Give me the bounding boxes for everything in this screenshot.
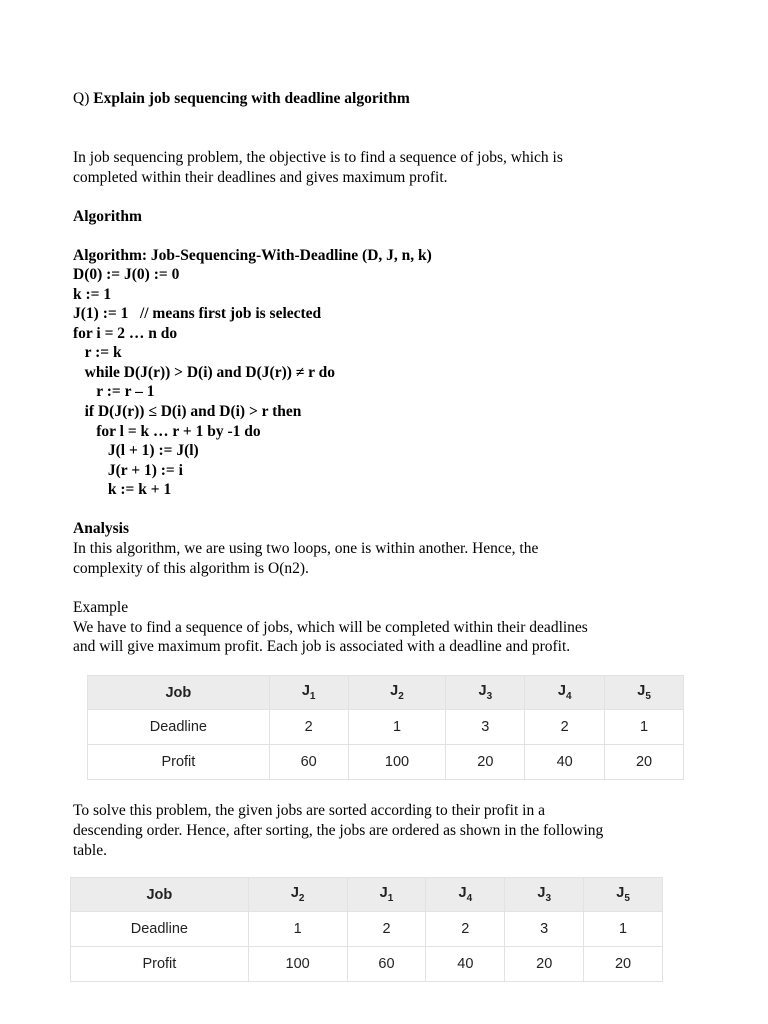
question-heading <box>73 89 410 109</box>
analysis-line: In this algorithm, we are using two loops, one is within another. Hence, the <box>73 540 539 557</box>
header-cell-job-id: $J_2$ <box>248 878 347 912</box>
algorithm-line: J(1) := 1 // means first job is selected <box>73 305 322 322</box>
example-line: We have to find a sequence of jobs, which will be completed within their deadlines <box>73 619 588 636</box>
table-cell: 2 <box>426 912 505 947</box>
algorithm-line: Algorithm: Job-Sequencing-With-Deadline (D, J, n, k) <box>73 247 432 264</box>
row-label: Profit <box>71 947 249 982</box>
algorithm-line: r := r – 1 <box>73 383 155 400</box>
algorithm-line: k := k + 1 <box>73 481 172 498</box>
question-prefix: Q) <box>73 90 94 107</box>
table-cell: 20 <box>446 745 525 780</box>
analysis-heading: Analysis <box>73 520 129 537</box>
job-table-original <box>87 675 684 780</box>
header-cell-job-id: $J_5$ <box>605 676 684 710</box>
header-cell-job: Job <box>71 878 249 912</box>
table-cell: 60 <box>347 947 426 982</box>
table-cell: 1 <box>584 912 663 947</box>
table-cell: 40 <box>525 745 605 780</box>
header-cell-job-id: $J_1$ <box>269 676 348 710</box>
intro-line: completed within their deadlines and gives maximum profit. <box>73 169 448 186</box>
solve-line: To solve this problem, the given jobs are sorted according to their profit in a <box>73 802 545 819</box>
table-cell: 20 <box>505 947 584 982</box>
algorithm-line: D(0) := J(0) := 0 <box>73 266 180 283</box>
header-cell-job: Job <box>88 676 270 710</box>
table-cell: 100 <box>348 745 446 780</box>
table-cell: 20 <box>605 745 684 780</box>
question-title: Explain job sequencing with deadline algorithm <box>93 90 410 107</box>
intro-line: In job sequencing problem, the objective is to find a sequence of jobs, which is <box>73 149 563 166</box>
example-heading: Example <box>73 599 129 616</box>
table-cell: 1 <box>605 710 684 745</box>
algorithm-line: while D(J(r)) > D(i) and D(J(r)) ≠ r do <box>73 364 335 381</box>
algorithm-line: r := k <box>73 344 122 361</box>
table-cell: 1 <box>248 912 347 947</box>
header-cell-job-id: $J_3$ <box>505 878 584 912</box>
table-cell: 3 <box>446 710 525 745</box>
table-cell: 60 <box>269 745 348 780</box>
job-table-sorted <box>70 877 663 982</box>
table-header-row <box>88 676 684 710</box>
analysis-line: complexity of this algorithm is O(n2). <box>73 560 309 577</box>
table-cell: 2 <box>269 710 348 745</box>
header-cell-job-id: $J_2$ <box>348 676 446 710</box>
table-row-deadline <box>88 710 684 745</box>
row-label: Profit <box>88 745 270 780</box>
header-cell-job-id: $J_1$ <box>347 878 426 912</box>
table-cell: 100 <box>248 947 347 982</box>
algorithm-line: if D(J(r)) ≤ D(i) and D(i) > r then <box>73 403 302 420</box>
algorithm-line: for i = 2 … n do <box>73 325 178 342</box>
algorithm-line: for l = k … r + 1 by -1 do <box>73 423 261 440</box>
table-cell: 2 <box>525 710 605 745</box>
row-label: Deadline <box>88 710 270 745</box>
algorithm-line: k := 1 <box>73 286 112 303</box>
table-cell: 3 <box>505 912 584 947</box>
table-cell: 1 <box>348 710 446 745</box>
table-row-profit <box>88 745 684 780</box>
header-cell-job-id: $J_4$ <box>525 676 605 710</box>
header-cell-job-id: $J_4$ <box>426 878 505 912</box>
table-cell: 2 <box>347 912 426 947</box>
table-row-deadline <box>71 912 663 947</box>
row-label: Deadline <box>71 912 249 947</box>
header-cell-job-id: $J_3$ <box>446 676 525 710</box>
table-cell: 20 <box>584 947 663 982</box>
example-line: and will give maximum profit. Each job is associated with a deadline and profit. <box>73 638 571 655</box>
table-row-profit <box>71 947 663 982</box>
solve-line: table. <box>73 842 107 859</box>
algorithm-line: J(r + 1) := i <box>73 462 183 479</box>
algorithm-line: J(l + 1) := J(l) <box>73 442 199 459</box>
solve-line: descending order. Hence, after sorting, the jobs are ordered as shown in the following <box>73 822 604 839</box>
table-header-row <box>71 878 663 912</box>
header-cell-job-id: $J_5$ <box>584 878 663 912</box>
algorithm-heading: Algorithm <box>73 208 142 225</box>
table-cell: 40 <box>426 947 505 982</box>
